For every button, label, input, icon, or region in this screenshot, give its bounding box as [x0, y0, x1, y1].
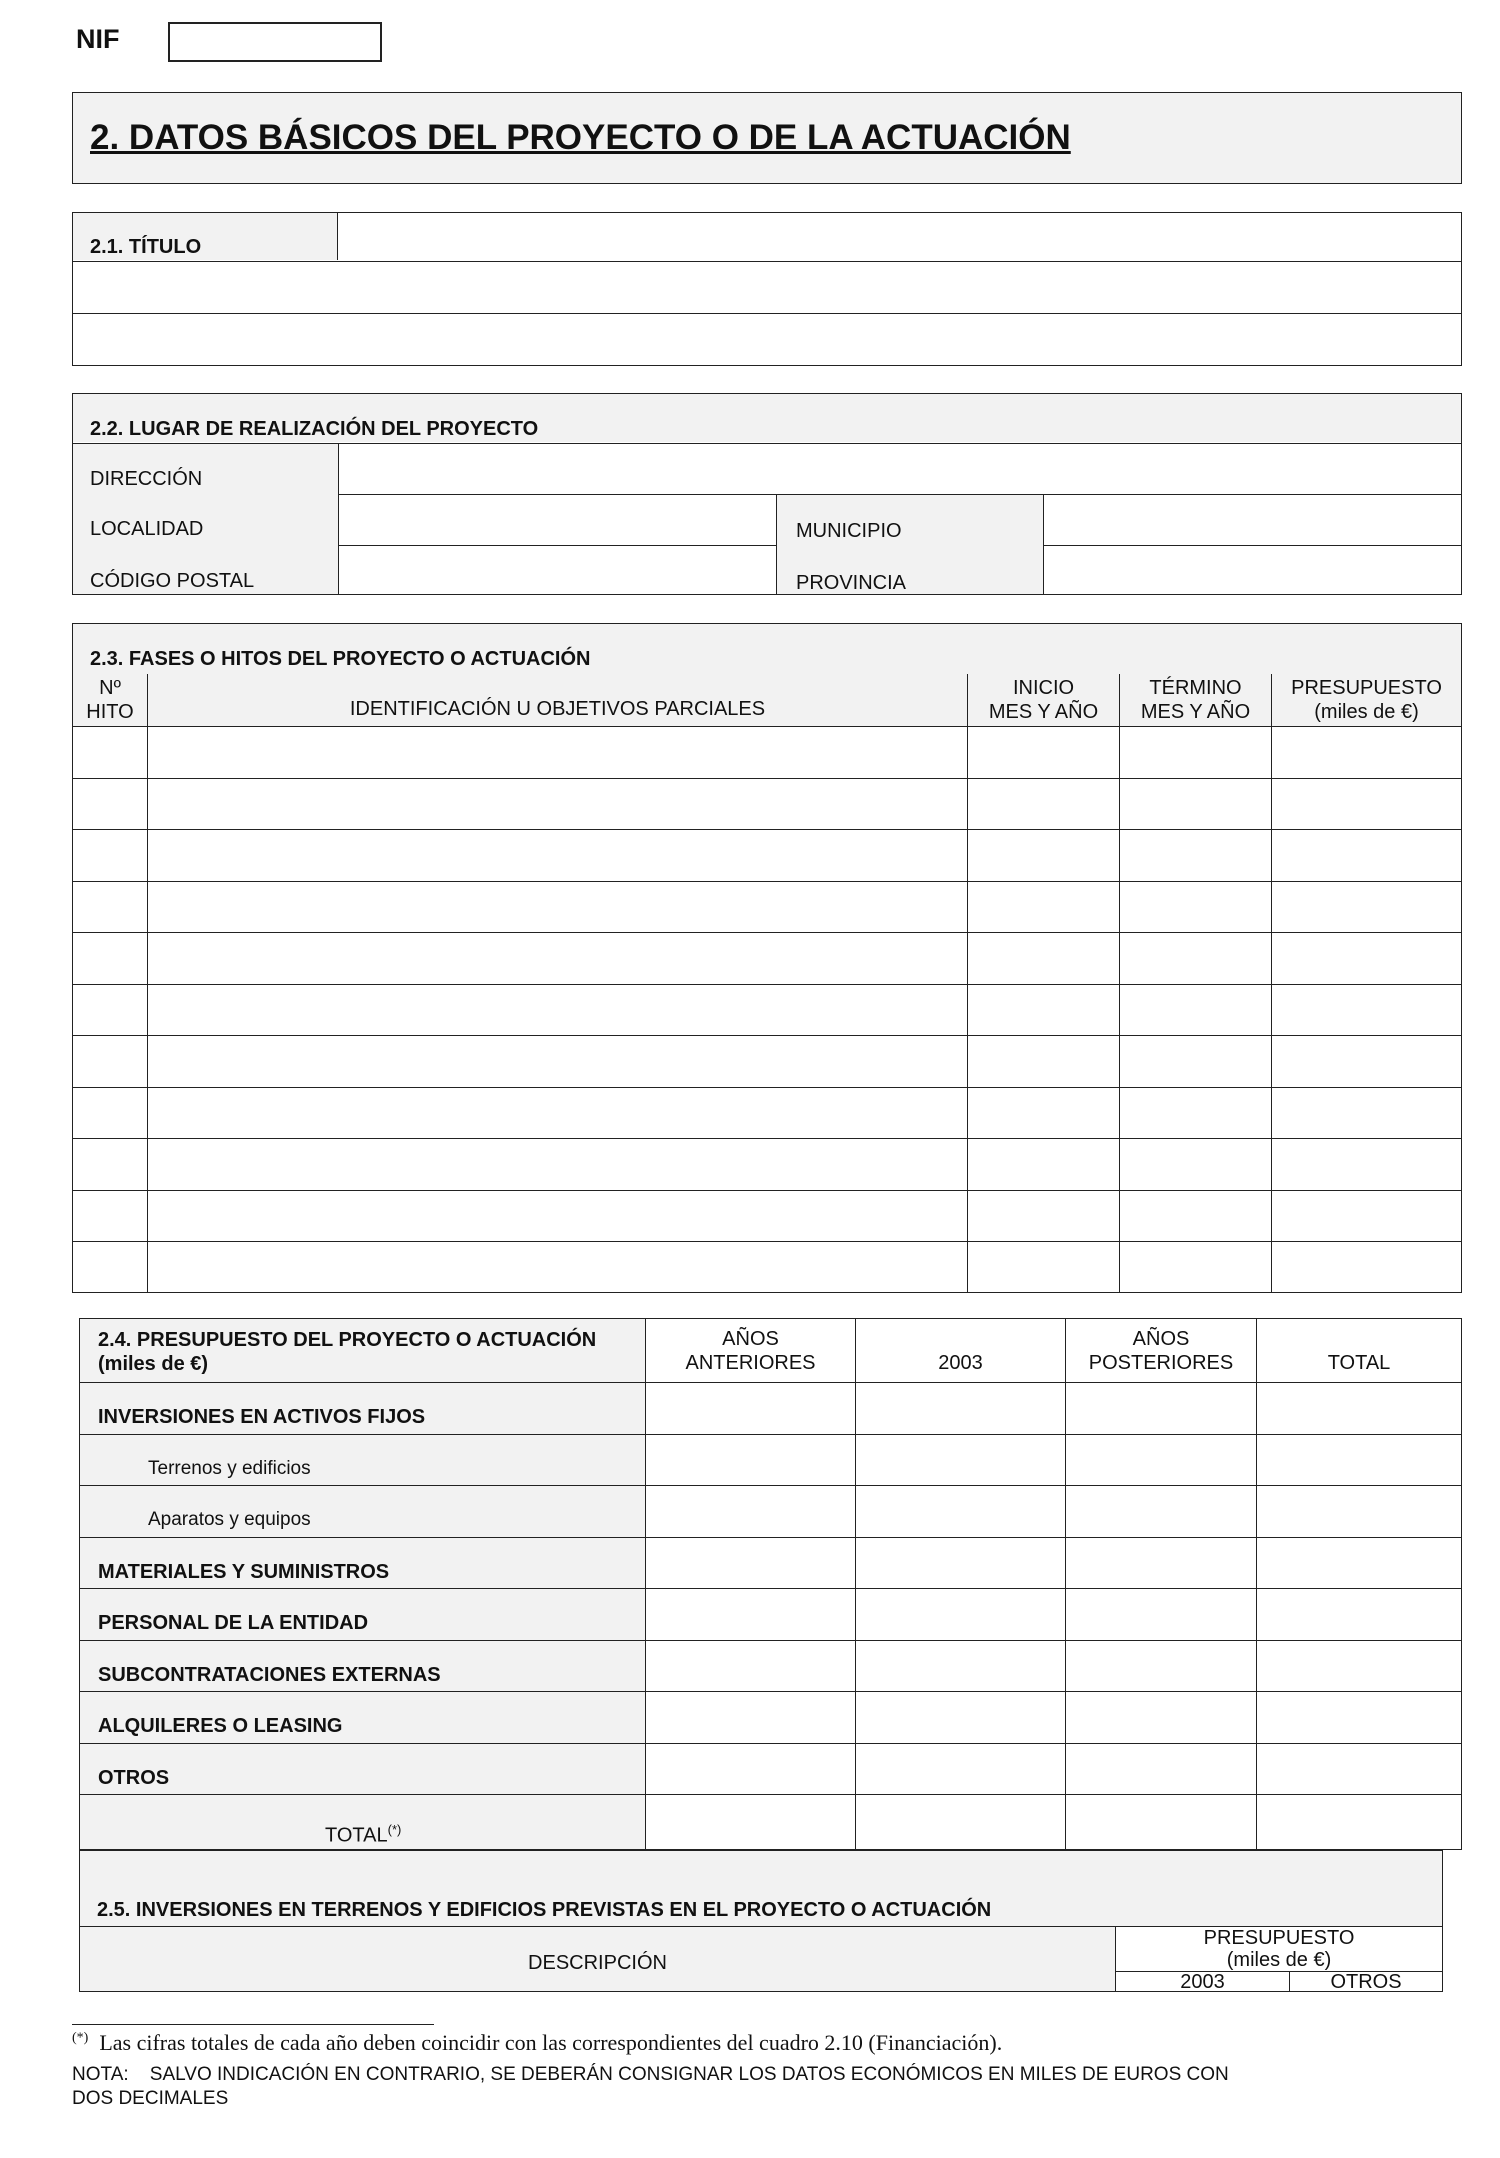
- presupuesto-cell-r2-c1[interactable]: [648, 1436, 853, 1484]
- fases-cell-r10-c3[interactable]: [970, 1192, 1117, 1240]
- fases-cell-r6-c5[interactable]: [1274, 986, 1459, 1034]
- col-anos-posteriores: AÑOS POSTERIORES: [1088, 1327, 1234, 1374]
- nota-line-2: DOS DECIMALES: [72, 2088, 229, 2109]
- fases-cell-r5-c4[interactable]: [1122, 934, 1269, 982]
- section-title: 2. DATOS BÁSICOS DEL PROYECTO O DE LA ACTUACIÓN: [90, 118, 1071, 157]
- presupuesto-cell-r1-c1[interactable]: [648, 1384, 853, 1432]
- presupuesto-cell-r8-c1[interactable]: [648, 1745, 853, 1793]
- fases-cell-r1-c3[interactable]: [970, 728, 1117, 776]
- municipio-label: MUNICIPIO: [796, 520, 902, 542]
- presupuesto-cell-r8-c4[interactable]: [1259, 1745, 1459, 1793]
- fases-cell-r1-c2[interactable]: [150, 728, 965, 776]
- presupuesto-cell-r4-c3[interactable]: [1068, 1539, 1254, 1587]
- fases-cell-r9-c2[interactable]: [150, 1140, 965, 1188]
- presupuesto-cell-r6-c1[interactable]: [648, 1642, 853, 1690]
- fases-cell-r5-c1[interactable]: [75, 934, 145, 982]
- presupuesto-cell-r3-c2[interactable]: [858, 1487, 1063, 1535]
- fases-cell-r4-c5[interactable]: [1274, 883, 1459, 931]
- presupuesto-row-divider: [79, 1485, 1462, 1486]
- presupuesto-cell-r5-c3[interactable]: [1068, 1590, 1254, 1638]
- presupuesto-cell-r3-c4[interactable]: [1259, 1487, 1459, 1535]
- col-anos-anteriores: AÑOS ANTERIORES: [685, 1327, 816, 1374]
- presupuesto-row-divider: [79, 1588, 1462, 1589]
- fases-cell-r10-c1[interactable]: [75, 1192, 145, 1240]
- fases-cell-r2-c2[interactable]: [150, 780, 965, 828]
- total-row-label: TOTAL(*): [325, 1822, 402, 1847]
- codigo-postal-input[interactable]: [342, 547, 774, 594]
- presupuesto-row-divider: [79, 1691, 1462, 1692]
- fases-cell-r4-c3[interactable]: [970, 883, 1117, 931]
- fases-cell-r7-c4[interactable]: [1122, 1037, 1269, 1085]
- fases-row-divider: [72, 881, 1462, 882]
- fases-cell-r2-c5[interactable]: [1274, 780, 1459, 828]
- fases-cell-r1-c4[interactable]: [1122, 728, 1269, 776]
- fases-cell-r5-c5[interactable]: [1274, 934, 1459, 982]
- municipio-input[interactable]: [1047, 496, 1458, 544]
- presupuesto-row-label: PERSONAL DE LA ENTIDAD: [98, 1612, 369, 1634]
- fases-row-divider: [72, 1087, 1462, 1088]
- presupuesto-row-divider: [79, 1537, 1462, 1538]
- col-2003: 2003: [938, 1352, 983, 1374]
- lugar-title: 2.2. LUGAR DE REALIZACIÓN DEL PROYECTO: [90, 418, 539, 440]
- descripcion-label: DESCRIPCIÓN: [528, 1952, 667, 1974]
- nif-label: NIF: [76, 24, 120, 54]
- presupuesto-cell-r1-c3[interactable]: [1068, 1384, 1254, 1432]
- presupuesto-total-cell-c2[interactable]: [858, 1796, 1063, 1844]
- presupuesto-title: 2.4. PRESUPUESTO DEL PROYECTO O ACTUACIÓN (miles de €): [98, 1329, 597, 1375]
- fases-cell-r10-c4[interactable]: [1122, 1192, 1269, 1240]
- fases-row-divider: [72, 1138, 1462, 1139]
- presupuesto-row-divider: [79, 1434, 1462, 1435]
- fases-cell-r7-c2[interactable]: [150, 1037, 965, 1085]
- fases-cell-r9-c4[interactable]: [1122, 1140, 1269, 1188]
- fases-cell-r9-c3[interactable]: [970, 1140, 1117, 1188]
- fases-cell-r8-c5[interactable]: [1274, 1089, 1459, 1137]
- presupuesto-header: PRESUPUESTO (miles de €): [1203, 1927, 1355, 1971]
- fases-cell-r8-c4[interactable]: [1122, 1089, 1269, 1137]
- presupuesto-row-label: Terrenos y edificios: [148, 1457, 311, 1479]
- fases-row-divider: [72, 778, 1462, 779]
- fases-cell-r11-c4[interactable]: [1122, 1243, 1269, 1291]
- fases-cell-r1-c5[interactable]: [1274, 728, 1459, 776]
- fases-cell-r3-c5[interactable]: [1274, 831, 1459, 879]
- presupuesto-row-label: INVERSIONES EN ACTIVOS FIJOS: [98, 1406, 426, 1428]
- provincia-label: PROVINCIA: [796, 572, 907, 594]
- fases-cell-r8-c1[interactable]: [75, 1089, 145, 1137]
- fases-row-divider: [72, 829, 1462, 830]
- fases-cell-r7-c5[interactable]: [1274, 1037, 1459, 1085]
- fases-cell-r4-c2[interactable]: [150, 883, 965, 931]
- nif-input[interactable]: [168, 22, 382, 62]
- fases-cell-r3-c2[interactable]: [150, 831, 965, 879]
- col-presupuesto: PRESUPUESTO (miles de €): [1291, 677, 1442, 723]
- presupuesto-cell-r1-c2[interactable]: [858, 1384, 1063, 1432]
- col-2003-inversiones: 2003: [1180, 1971, 1225, 1993]
- presupuesto-row-label: OTROS: [98, 1766, 170, 1789]
- localidad-label: LOCALIDAD: [90, 518, 204, 540]
- fases-cell-r3-c3[interactable]: [970, 831, 1117, 879]
- presupuesto-row-divider: [79, 1640, 1462, 1641]
- presupuesto-cell-r6-c3[interactable]: [1068, 1642, 1254, 1690]
- fases-cell-r11-c5[interactable]: [1274, 1243, 1459, 1291]
- fases-cell-r2-c3[interactable]: [970, 780, 1117, 828]
- col-termino: TÉRMINO MES Y AÑO: [1140, 677, 1251, 723]
- fases-cell-r6-c3[interactable]: [970, 986, 1117, 1034]
- presupuesto-total-cell-c1[interactable]: [648, 1796, 853, 1844]
- localidad-input[interactable]: [342, 496, 774, 544]
- presupuesto-cell-r6-c2[interactable]: [858, 1642, 1063, 1690]
- presupuesto-total-cell-c3[interactable]: [1068, 1796, 1254, 1844]
- presupuesto-cell-r8-c3[interactable]: [1068, 1745, 1254, 1793]
- fases-cell-r2-c1[interactable]: [75, 780, 145, 828]
- col-otros: OTROS: [1330, 1971, 1402, 1993]
- fases-cell-r6-c2[interactable]: [150, 986, 965, 1034]
- fases-cell-r4-c1[interactable]: [75, 883, 145, 931]
- presupuesto-cell-r4-c1[interactable]: [648, 1539, 853, 1587]
- fases-row-divider: [72, 1190, 1462, 1191]
- titulo-input-3[interactable]: [76, 315, 1458, 364]
- fases-cell-r11-c3[interactable]: [970, 1243, 1117, 1291]
- presupuesto-cell-r8-c2[interactable]: [858, 1745, 1063, 1793]
- presupuesto-cell-r7-c4[interactable]: [1259, 1693, 1459, 1741]
- provincia-input[interactable]: [1047, 547, 1458, 594]
- fases-cell-r11-c2[interactable]: [150, 1243, 965, 1291]
- fases-row-divider: [72, 1035, 1462, 1036]
- fases-cell-r7-c3[interactable]: [970, 1037, 1117, 1085]
- presupuesto-cell-r2-c2[interactable]: [858, 1436, 1063, 1484]
- presupuesto-cell-r4-c4[interactable]: [1259, 1539, 1459, 1587]
- nota: NOTA: SALVO INDICACIÓN EN CONTRARIO, SE DEBERÁN CONSIGNAR LOS DATOS ECONÓMICOS EN MILES DE EUROS CON: [72, 2064, 1229, 2085]
- presupuesto-row-label: SUBCONTRATACIONES EXTERNAS: [98, 1663, 441, 1686]
- presupuesto-row-label: Aparatos y equipos: [148, 1509, 311, 1530]
- footnote: (*) Las cifras totales de cada año deben coincidir con las correspondientes del cuadro 2.10 (Financiación).: [72, 2030, 1003, 2055]
- presupuesto-cell-r6-c4[interactable]: [1259, 1642, 1459, 1690]
- codigo-postal-label: CÓDIGO POSTAL: [90, 570, 255, 592]
- presupuesto-row-divider: [79, 1794, 1462, 1795]
- presupuesto-cell-r5-c2[interactable]: [858, 1590, 1063, 1638]
- presupuesto-cell-r3-c1[interactable]: [648, 1487, 853, 1535]
- titulo-label: 2.1. TÍTULO: [90, 236, 202, 258]
- fases-cell-r8-c3[interactable]: [970, 1089, 1117, 1137]
- direccion-label: DIRECCIÓN: [90, 468, 203, 490]
- fases-cell-r3-c4[interactable]: [1122, 831, 1269, 879]
- fases-row-divider: [72, 984, 1462, 985]
- presupuesto-cell-r2-c4[interactable]: [1259, 1436, 1459, 1484]
- presupuesto-row-label: MATERIALES Y SUMINISTROS: [98, 1560, 390, 1583]
- fases-cell-r1-c1[interactable]: [75, 728, 145, 776]
- fases-row-divider: [72, 1241, 1462, 1242]
- fases-cell-r10-c5[interactable]: [1274, 1192, 1459, 1240]
- col-total: TOTAL: [1327, 1352, 1391, 1374]
- direccion-input[interactable]: [342, 445, 1458, 493]
- presupuesto-row-divider: [79, 1743, 1462, 1744]
- inversiones-title: 2.5. INVERSIONES EN TERRENOS Y EDIFICIOS PREVISTAS EN EL PROYECTO O ACTUACIÓN: [97, 1899, 992, 1921]
- fases-cell-r5-c3[interactable]: [970, 934, 1117, 982]
- presupuesto-cell-r4-c2[interactable]: [858, 1539, 1063, 1587]
- col-inicio: INICIO MES Y AÑO: [988, 677, 1099, 723]
- fases-cell-r8-c2[interactable]: [150, 1089, 965, 1137]
- col-hito: Nº HITO: [86, 677, 134, 723]
- fases-cell-r3-c1[interactable]: [75, 831, 145, 879]
- fases-cell-r4-c4[interactable]: [1122, 883, 1269, 931]
- presupuesto-cell-r2-c3[interactable]: [1068, 1436, 1254, 1484]
- titulo-input-1[interactable]: [340, 214, 1458, 260]
- fases-cell-r9-c5[interactable]: [1274, 1140, 1459, 1188]
- presupuesto-cell-r7-c2[interactable]: [858, 1693, 1063, 1741]
- presupuesto-cell-r7-c1[interactable]: [648, 1693, 853, 1741]
- footnote-rule: [72, 2024, 434, 2025]
- fases-cell-r9-c1[interactable]: [75, 1140, 145, 1188]
- presupuesto-cell-r1-c4[interactable]: [1259, 1384, 1459, 1432]
- fases-cell-r2-c4[interactable]: [1122, 780, 1269, 828]
- fases-title: 2.3. FASES O HITOS DEL PROYECTO O ACTUACIÓN: [90, 648, 591, 670]
- fases-cell-r6-c1[interactable]: [75, 986, 145, 1034]
- fases-cell-r5-c2[interactable]: [150, 934, 965, 982]
- titulo-input-2[interactable]: [76, 263, 1458, 312]
- presupuesto-row-label: ALQUILERES O LEASING: [98, 1715, 343, 1737]
- presupuesto-cell-r7-c3[interactable]: [1068, 1693, 1254, 1741]
- presupuesto-cell-r5-c4[interactable]: [1259, 1590, 1459, 1638]
- fases-cell-r10-c2[interactable]: [150, 1192, 965, 1240]
- fases-cell-r6-c4[interactable]: [1122, 986, 1269, 1034]
- presupuesto-cell-r3-c3[interactable]: [1068, 1487, 1254, 1535]
- col-identificacion: IDENTIFICACIÓN U OBJETIVOS PARCIALES: [349, 698, 766, 720]
- fases-cell-r11-c1[interactable]: [75, 1243, 145, 1291]
- fases-cell-r7-c1[interactable]: [75, 1037, 145, 1085]
- presupuesto-total-cell-c4[interactable]: [1259, 1796, 1459, 1844]
- fases-row-divider: [72, 932, 1462, 933]
- presupuesto-cell-r5-c1[interactable]: [648, 1590, 853, 1638]
